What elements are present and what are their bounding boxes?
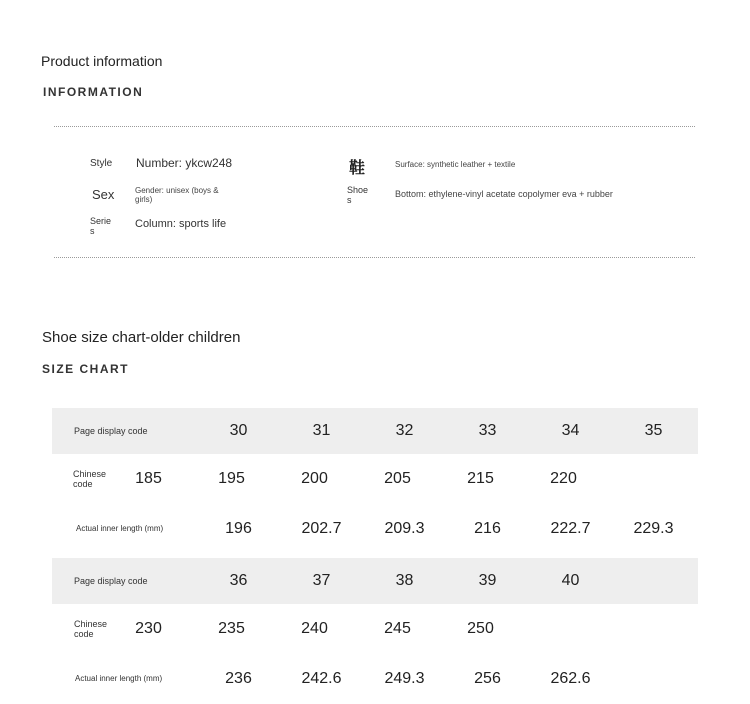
surface-value: Surface: synthetic leather + textile [395,160,516,169]
table-cell: 35 [644,422,663,439]
table-cell: 30 [229,422,248,439]
table-cell: 40 [561,572,580,589]
size-chart-subtitle: SIZE CHART [42,362,129,376]
table-cell: 38 [395,572,414,589]
table-cell: 195 [218,470,245,487]
table-cell: 202.7 [301,520,342,537]
table-cell: 32 [395,422,414,439]
table-cell: 34 [561,422,580,439]
table-cell: 185 [135,470,162,487]
table-cell [612,572,695,590]
number-value: Number: ykcw248 [136,156,233,170]
table-cell [522,620,605,638]
gender-value: Gender: unisex (boys & girls) [135,186,219,204]
table-cell: 37 [312,572,331,589]
info-divider-top [54,126,695,127]
table-cell: 215 [467,470,494,487]
product-info-subtitle: INFORMATION [43,85,144,99]
table-cell [612,670,695,688]
table-cell: 196 [225,520,252,537]
table-cell: 235 [218,620,245,637]
row-label: Page display code [74,576,148,586]
table-cell: 209.3 [384,520,425,537]
row-label: Chinese code [74,619,108,639]
row-label: Actual inner length (mm) [75,674,163,683]
size-table [52,408,698,704]
table-cell: 250 [467,620,494,637]
table-cell: 236 [225,670,252,687]
table-cell: 220 [550,470,577,487]
table-cell: 216 [474,520,501,537]
series-label: Series [90,216,112,236]
row-label: Page display code [74,426,148,436]
style-label: Style [90,158,113,169]
table-cell: 242.6 [301,670,342,687]
table-cell: 39 [478,572,497,589]
column-value: Column: sports life [135,218,227,230]
table-cell: 33 [478,422,497,439]
shoes-label: Shoes [347,185,369,205]
table-row [52,604,698,654]
table-row [52,654,698,704]
bottom-value: Bottom: ethylene-vinyl acetate copolymer eva + rubber [395,189,613,199]
size-chart-title: Shoe size chart-older children [42,329,241,346]
row-label: Chinese code [73,469,107,489]
info-divider-bottom [54,257,695,258]
table-cell: 229.3 [633,520,674,537]
sex-label: Sex [92,187,115,202]
table-row [52,408,698,454]
table-cell: 240 [301,620,328,637]
table-cell: 222.7 [550,520,591,537]
table-cell: 249.3 [384,670,425,687]
row-label: Actual inner length (mm) [76,524,164,533]
table-cell: 31 [312,422,331,439]
table-cell: 230 [135,620,162,637]
table-row [52,558,698,604]
shoe-glyph: 鞋 [349,158,366,177]
table-row [52,454,698,504]
product-info-title: Product information [41,53,163,69]
table-row [52,504,698,554]
table-cell: 256 [474,670,501,687]
table-cell: 36 [229,572,248,589]
table-cell: 245 [384,620,411,637]
table-cell: 205 [384,470,411,487]
table-cell: 200 [301,470,328,487]
table-cell: 262.6 [550,670,591,687]
